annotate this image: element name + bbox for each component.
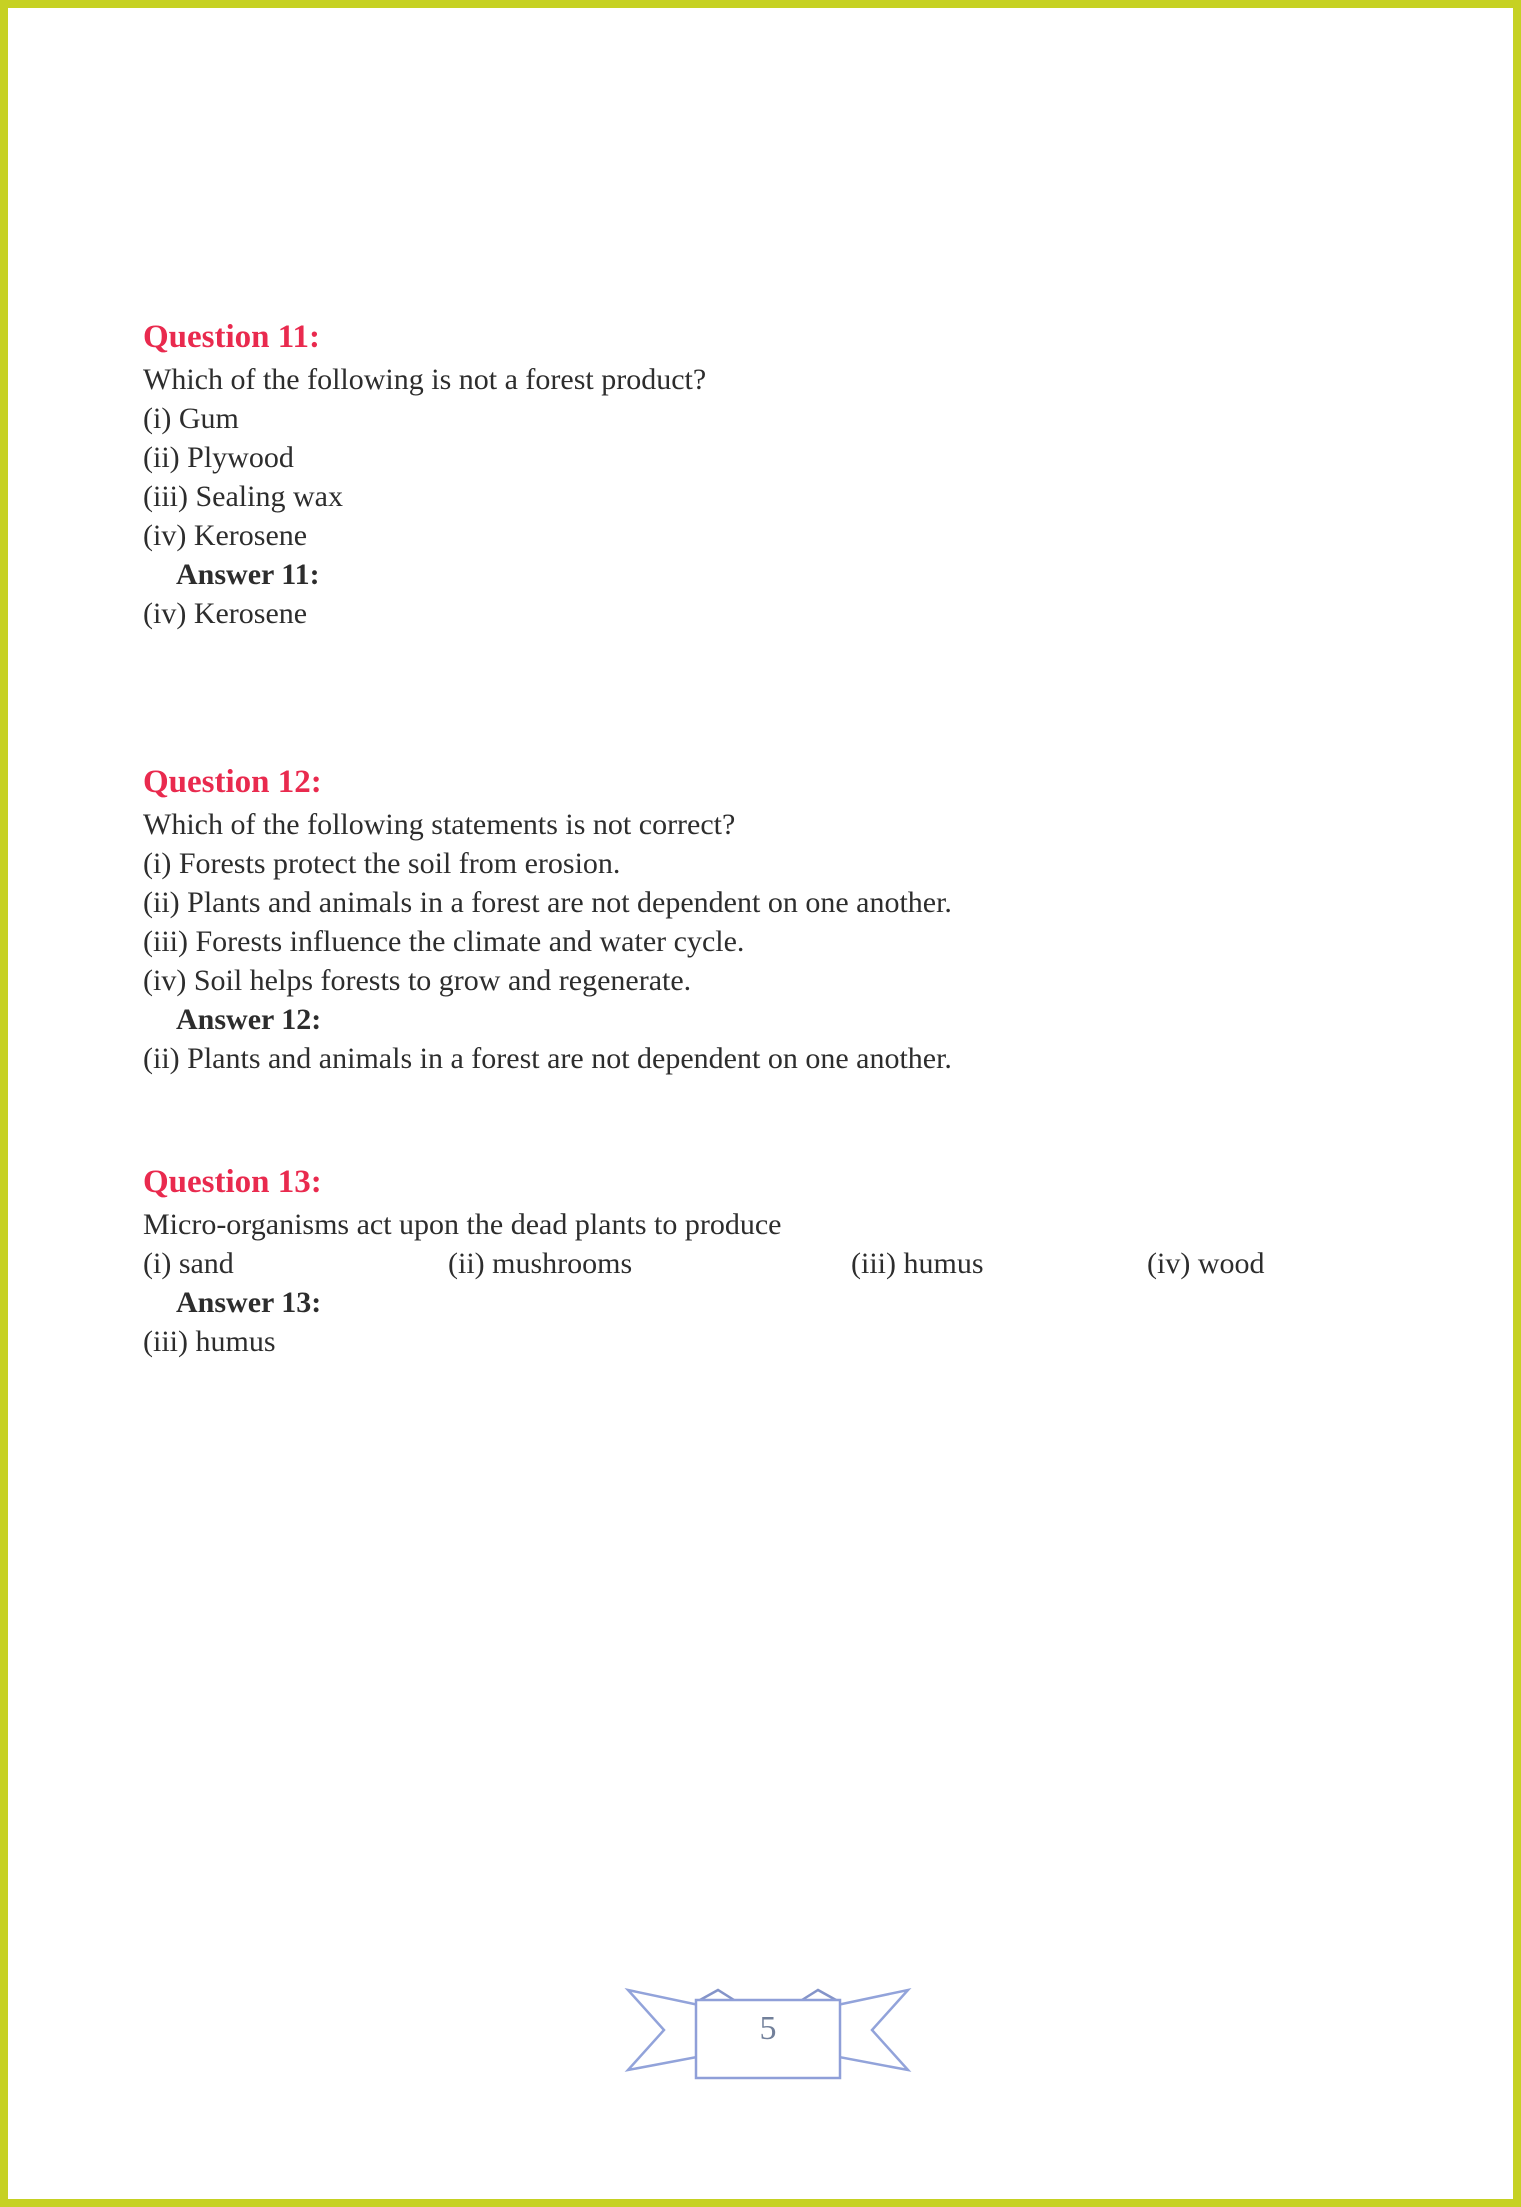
page-number: 5	[759, 2010, 777, 2047]
question-12-label: Question 12:	[143, 764, 322, 800]
question-11-label: Question 11:	[143, 319, 320, 355]
answer-11-label: Answer 11:	[176, 558, 320, 591]
qa-block-13	[143, 1159, 1433, 1361]
question-12-option-iii: (iii) Forests influence the climate and water cycle.	[143, 925, 745, 958]
question-13-option-iv: (iv) wood	[1147, 1247, 1265, 1280]
answer-11-text: (iv) Kerosene	[143, 597, 308, 630]
question-13-text: Micro-organisms act upon the dead plants to produce	[143, 1208, 782, 1241]
question-11-option-i: (i) Gum	[143, 402, 239, 435]
qa-block-11	[143, 314, 1433, 633]
question-11-option-iv: (iv) Kerosene	[143, 519, 308, 552]
qa-block-12	[143, 759, 1433, 1078]
question-13-label: Question 13:	[143, 1164, 322, 1200]
question-12-option-ii: (ii) Plants and animals in a forest are not dependent on one another.	[143, 886, 952, 919]
page-number-badge	[618, 1980, 918, 2085]
question-12-option-iv: (iv) Soil helps forests to grow and regenerate.	[143, 964, 692, 997]
question-13-option-i: (i) sand	[143, 1247, 234, 1280]
question-13-option-ii: (ii) mushrooms	[448, 1247, 633, 1280]
question-13-options-row	[143, 1244, 1433, 1283]
answer-13-label: Answer 13:	[176, 1286, 322, 1319]
answer-12-label: Answer 12:	[176, 1003, 322, 1036]
question-11-option-iii: (iii) Sealing wax	[143, 480, 343, 513]
question-12-text: Which of the following statements is not correct?	[143, 808, 736, 841]
answer-13-text: (iii) humus	[143, 1325, 276, 1358]
question-11-text: Which of the following is not a forest product?	[143, 363, 707, 396]
answer-12-text: (ii) Plants and animals in a forest are not dependent on one another.	[143, 1042, 952, 1075]
question-12-option-i: (i) Forests protect the soil from erosion.	[143, 847, 621, 880]
question-11-option-ii: (ii) Plywood	[143, 441, 294, 474]
question-13-option-iii: (iii) humus	[851, 1247, 984, 1280]
